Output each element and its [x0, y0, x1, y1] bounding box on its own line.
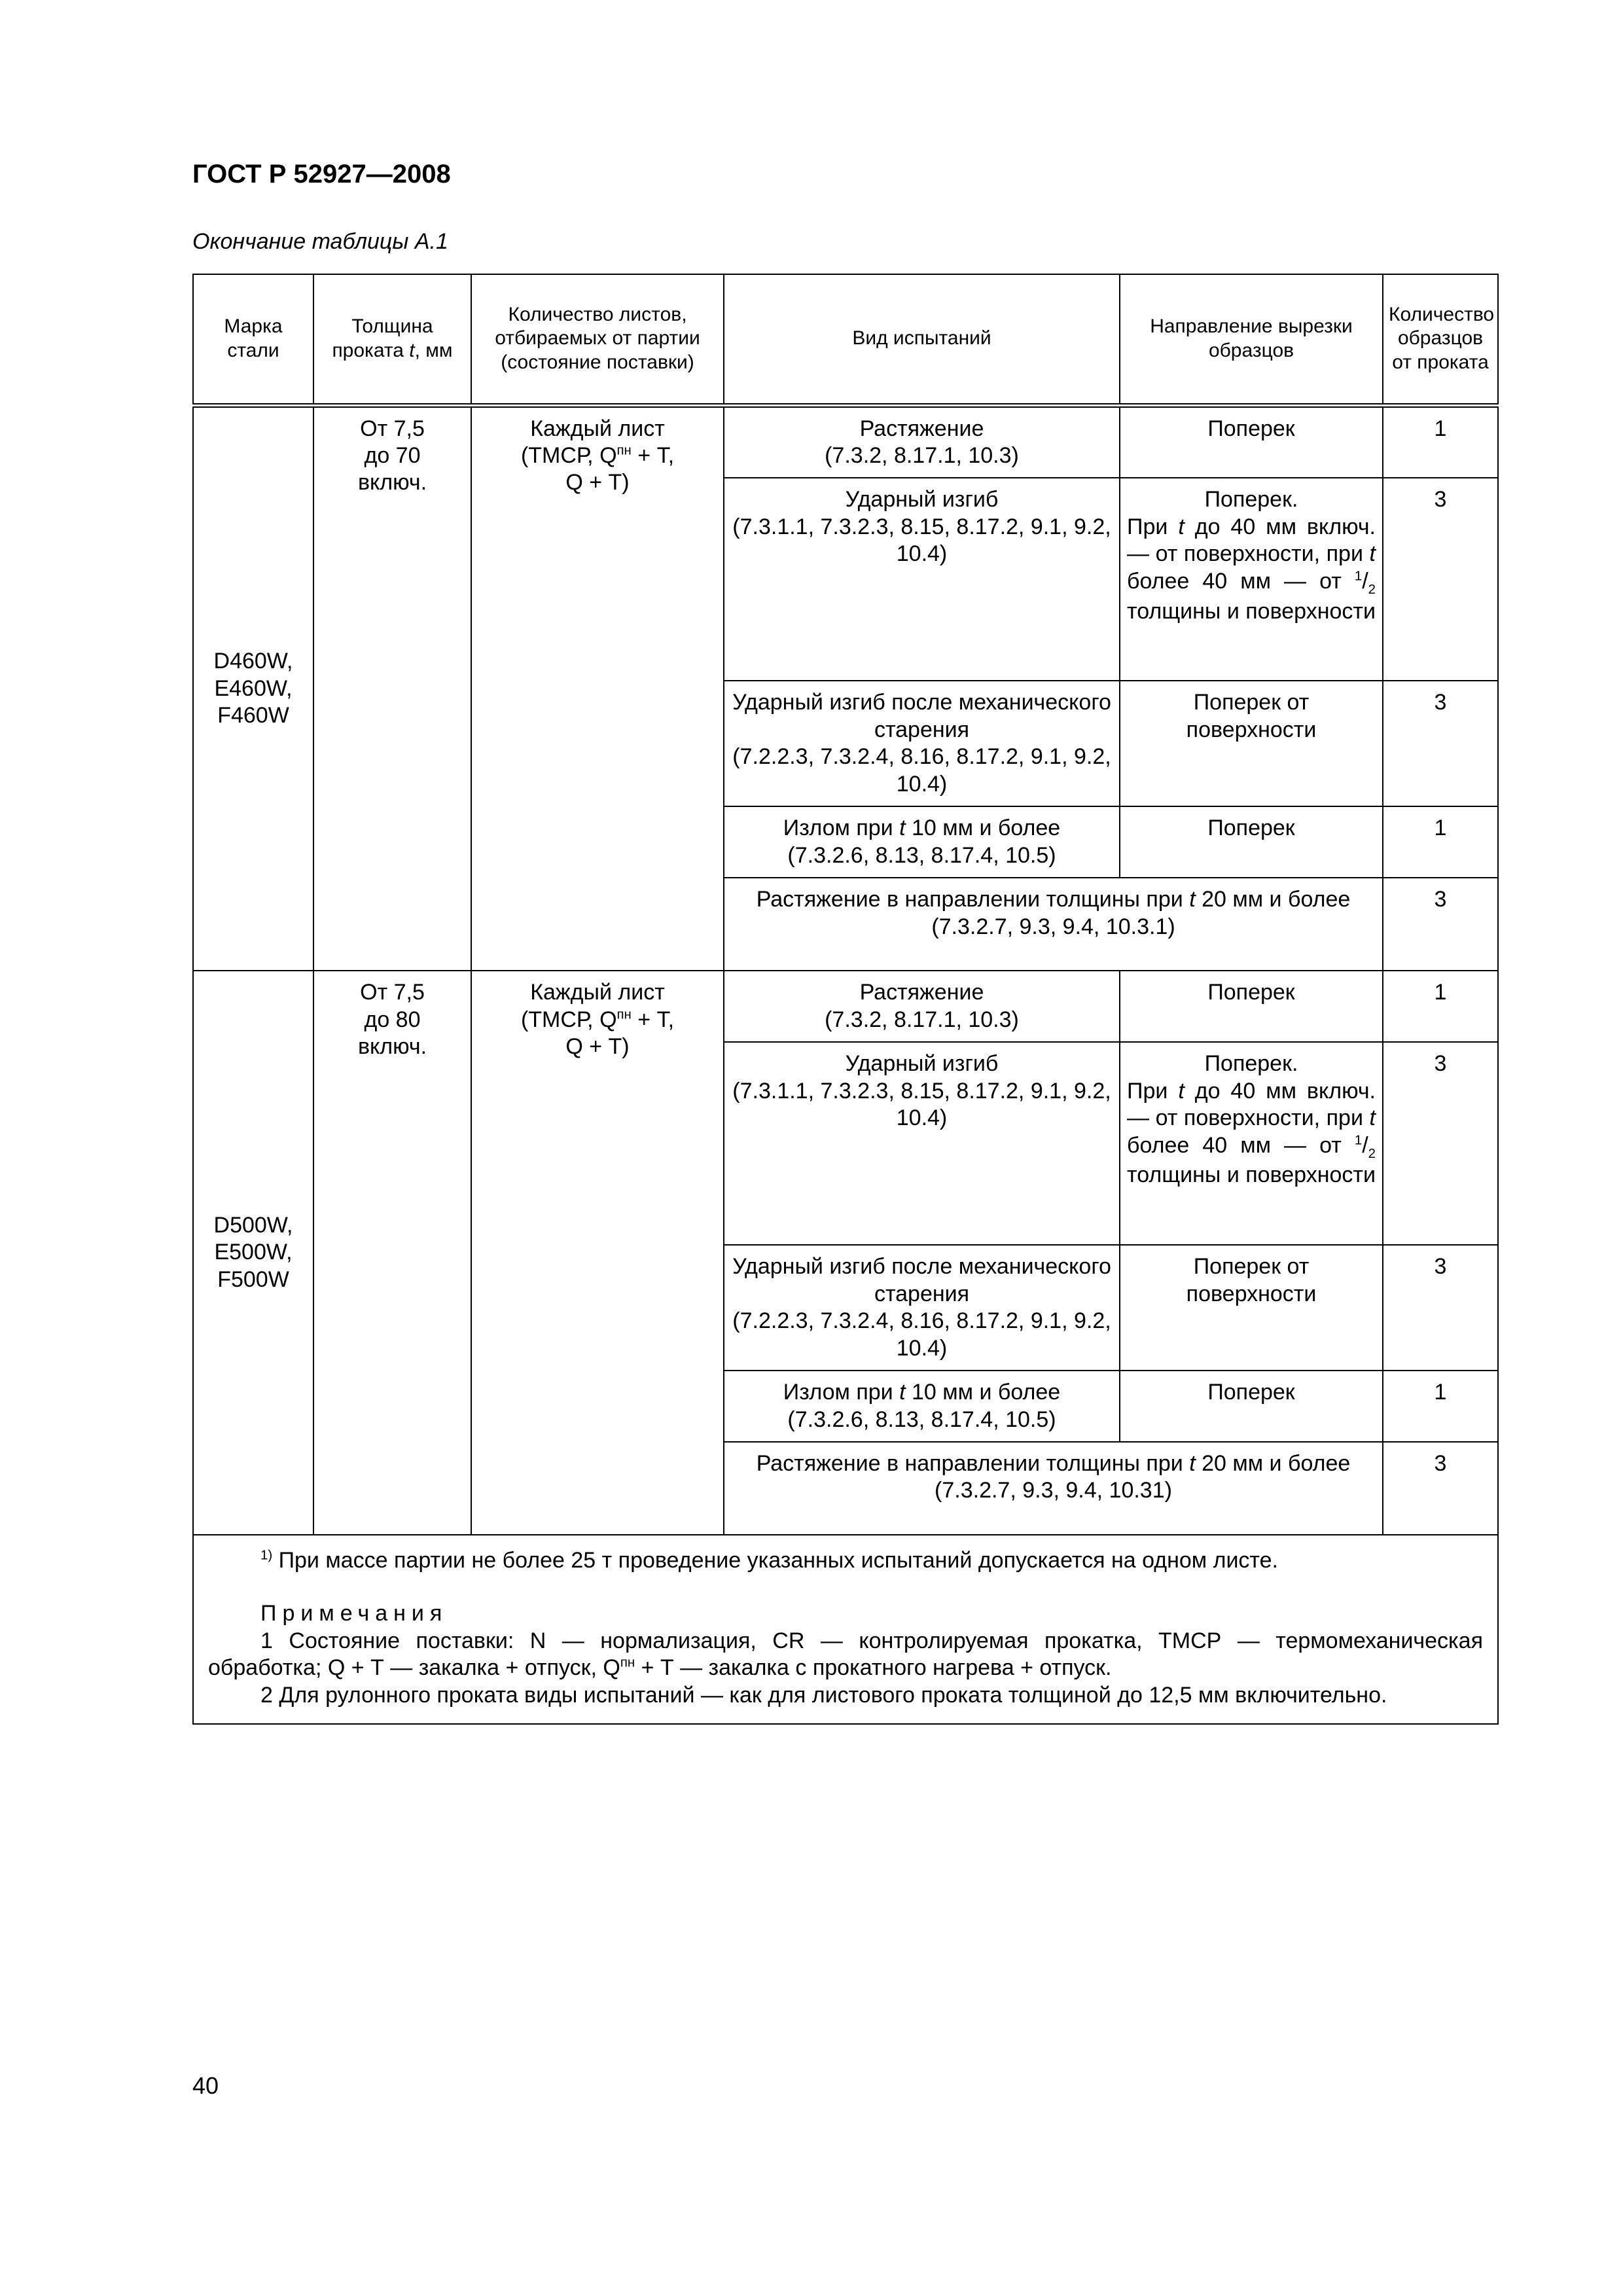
note-1: 1 Состояние поставки: N — нормализация, CR — контролируемая прокатка, ТМСР — термомеханическая обработка; Q + Т — закалка + отпуск, $Q^{пн} + Т$ — закалка с прокатного нагрева + отпуск. — [208, 1628, 1483, 1681]
count-cell: 1 — [1383, 971, 1498, 1042]
test-cell: Ударный изгиб (7.3.1.1, 7.3.2.3, 8.15, 8.17.2, 9.1, 9.2, 10.4) — [724, 478, 1120, 681]
test-cell: Излом при t 10 мм и более (7.3.2.6, 8.13, 8.17.4, 10.5) — [724, 806, 1120, 878]
test-cell: Ударный изгиб (7.3.1.1, 7.3.2.3, 8.15, 8.17.2, 9.1, 9.2, 10.4) — [724, 1042, 1120, 1245]
document-header: ГОСТ Р 52927—2008 — [192, 160, 451, 188]
thickness-cell: От 7,5 до 70 включ. — [313, 405, 471, 971]
test-span-cell: Растяжение в направлении толщины при t 20 мм и более (7.3.2.7, 9.3, 9.4, 10.3.1) — [724, 878, 1383, 971]
col-header-test: Вид испытаний — [724, 274, 1120, 405]
col-header-direction: Направление вырезки образцов — [1120, 274, 1383, 405]
sheets-cell: Каждый лист (ТМСР, $Q^{пн} + Т$, Q + Т) — [471, 971, 724, 1535]
page-number: 40 — [192, 2072, 219, 2099]
test-cell: Растяжение (7.3.2, 8.17.1, 10.3) — [724, 405, 1120, 478]
notes-cell — [193, 1535, 1498, 1724]
header-row — [193, 274, 1498, 405]
count-cell: 3 — [1383, 1245, 1498, 1371]
footnote: $^{1)}$ При массе партии не более 25 т проведение указанных испытаний допускается на одном листе. — [260, 1548, 1278, 1573]
count-cell: 3 — [1383, 1042, 1498, 1245]
count-cell: 3 — [1383, 681, 1498, 806]
count-cell: 1 — [1383, 405, 1498, 478]
col-header-count: Количество образцов от проката — [1383, 274, 1498, 405]
direction-cell: Поперек — [1120, 1371, 1383, 1442]
count-cell: 3 — [1383, 1442, 1498, 1535]
direction-cell: Поперек — [1120, 971, 1383, 1042]
thickness-cell: От 7,5 до 80 включ. — [313, 971, 471, 1535]
notes-row — [193, 1535, 1498, 1724]
direction-cell: Поперек. При t до 40 мм включ. — от поверхности, при t более 40 мм — от $^1/_2$ толщины и поверхности — [1120, 478, 1383, 681]
col-header-thickness: Толщина проката t, мм — [313, 274, 471, 405]
table-row — [193, 405, 1498, 478]
grade-cell: D460W, E460W, F460W — [193, 405, 313, 971]
test-cell: Растяжение (7.3.2, 8.17.1, 10.3) — [724, 971, 1120, 1042]
direction-cell: Поперек — [1120, 806, 1383, 878]
test-cell: Ударный изгиб после механического старения (7.2.2.3, 7.3.2.4, 8.16, 8.17.2, 9.1, 9.2, 10.4) — [724, 681, 1120, 806]
count-cell: 1 — [1383, 1371, 1498, 1442]
direction-cell: Поперек — [1120, 405, 1383, 478]
test-table — [192, 274, 1499, 1725]
sheets-cell: Каждый лист (ТМСР, $Q^{пн} + Т$, Q + Т) — [471, 405, 724, 971]
table-caption: Окончание таблицы А.1 — [192, 229, 448, 254]
table-row — [193, 971, 1498, 1042]
test-cell: Излом при t 10 мм и более (7.3.2.6, 8.13, 8.17.4, 10.5) — [724, 1371, 1120, 1442]
direction-cell: Поперек. При t до 40 мм включ. — от поверхности, при t более 40 мм — от $^1/_2$ толщины и поверхности — [1120, 1042, 1383, 1245]
direction-cell: Поперек от поверхности — [1120, 681, 1383, 806]
col-header-sheets: Количество листов, отбираемых от партии (состояние поставки) — [471, 274, 724, 405]
test-cell: Ударный изгиб после механического старения (7.2.2.3, 7.3.2.4, 8.16, 8.17.2, 9.1, 9.2, 10.4) — [724, 1245, 1120, 1371]
count-cell: 1 — [1383, 806, 1498, 878]
grade-cell: D500W, E500W, F500W — [193, 971, 313, 1535]
col-header-grade: Марка стали — [193, 274, 313, 405]
test-span-cell: Растяжение в направлении толщины при t 20 мм и более (7.3.2.7, 9.3, 9.4, 10.31) — [724, 1442, 1383, 1535]
notes-title: Примечания — [260, 1601, 448, 1626]
count-cell: 3 — [1383, 878, 1498, 971]
count-cell: 3 — [1383, 478, 1498, 681]
direction-cell: Поперек от поверхности — [1120, 1245, 1383, 1371]
note-2: 2 Для рулонного проката виды испытаний — как для листового проката толщиной до 12,5 мм включительно. — [260, 1682, 1387, 1708]
